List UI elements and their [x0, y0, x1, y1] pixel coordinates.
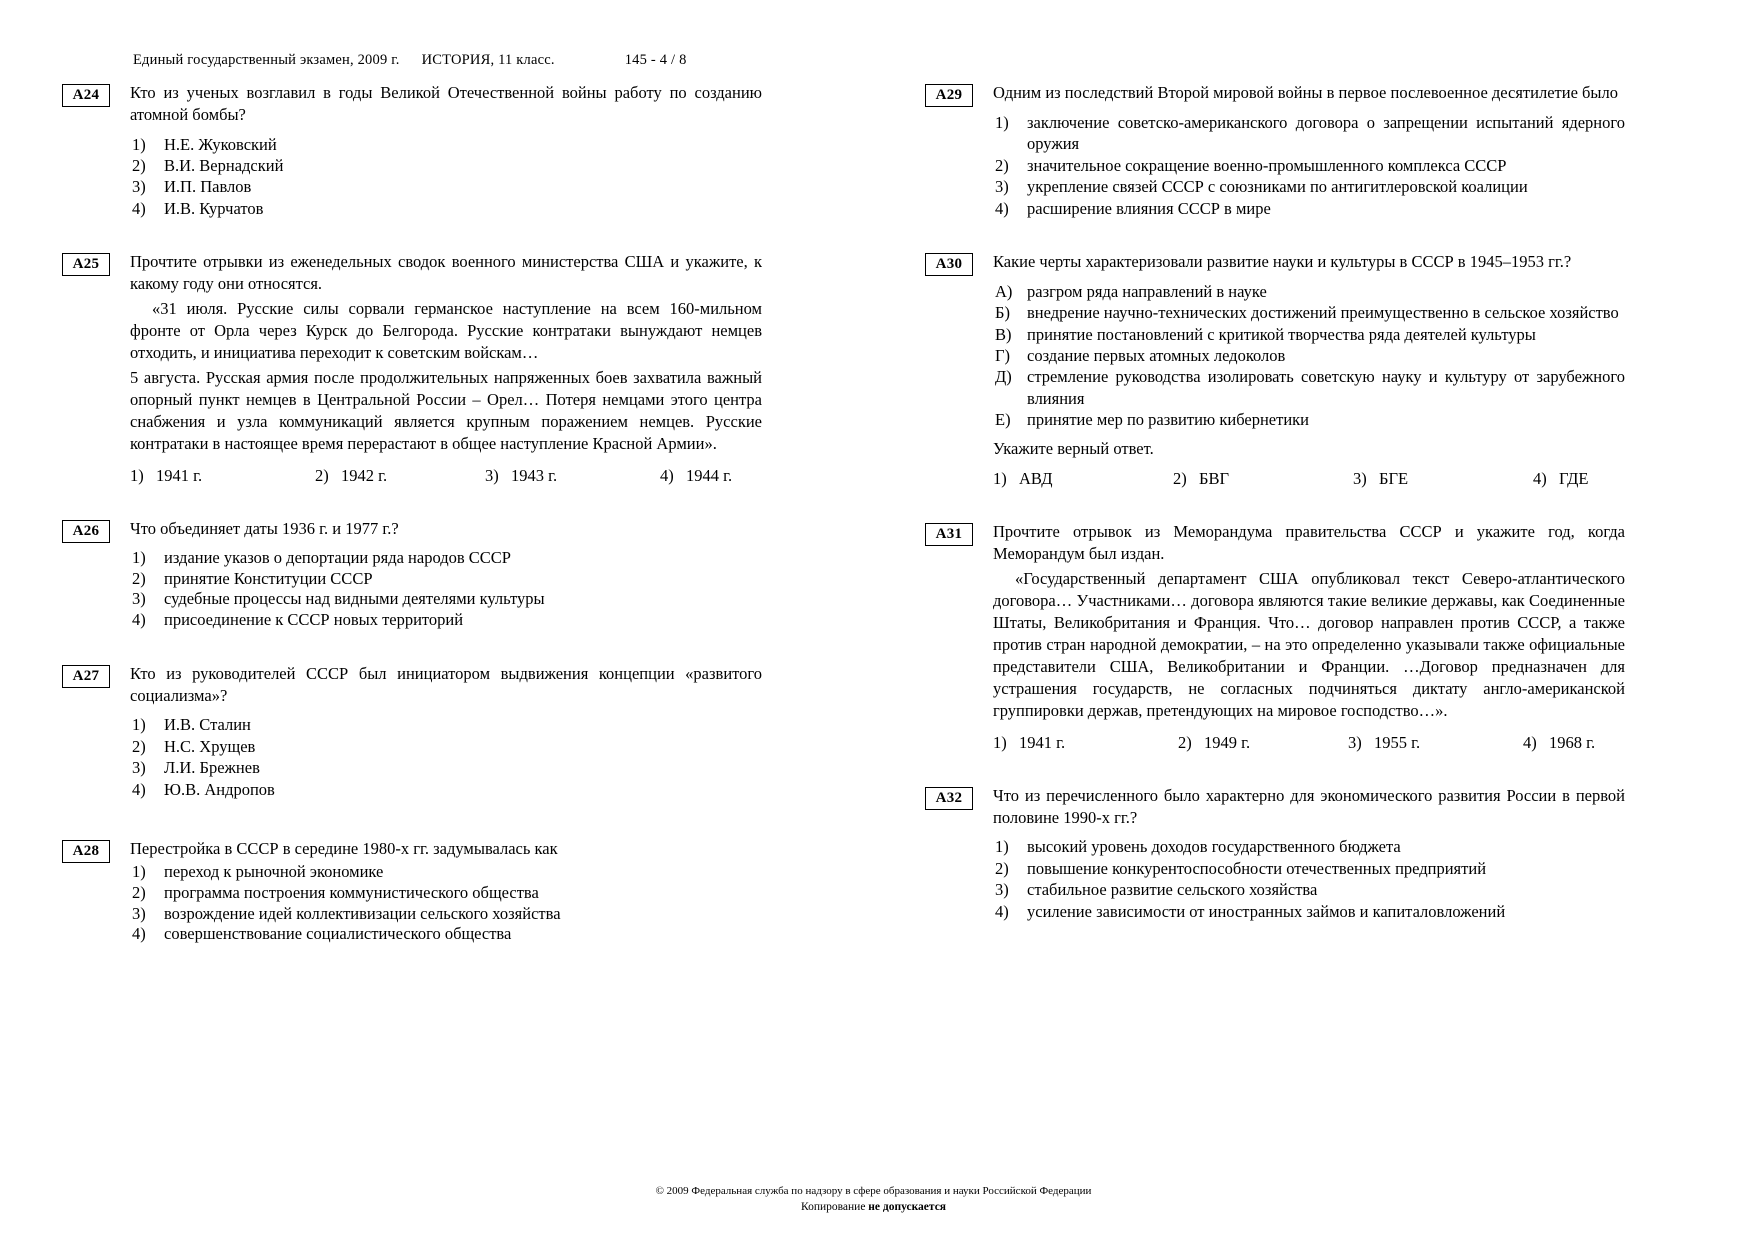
option-number: 3) — [132, 758, 146, 778]
statement-label: принятие постановлений с критикой творчества ряда деятелей культуры — [1027, 324, 1536, 344]
option-number: 1) — [993, 468, 1007, 488]
question-a30 — [925, 251, 1625, 489]
options-a27 — [130, 714, 762, 800]
footer-notice — [0, 1199, 1747, 1215]
option-item[interactable] — [130, 904, 762, 925]
option-label: 1968 г. — [1549, 732, 1596, 752]
option-number: 4) — [995, 901, 1009, 921]
options-a32 — [993, 836, 1625, 922]
statement-item — [993, 409, 1625, 430]
option-label: программа построения коммунистического общества — [164, 882, 539, 902]
option-item[interactable] — [315, 465, 485, 486]
option-item[interactable] — [993, 879, 1625, 900]
option-item[interactable] — [130, 610, 762, 631]
option-item[interactable] — [1533, 468, 1588, 489]
option-number: 4) — [1523, 732, 1537, 752]
question-text-a25: Прочтите отрывки из еженедельных сводок военного министерства США и укажите, к какому году они относятся. — [130, 252, 762, 294]
question-a31 — [925, 521, 1625, 753]
option-number: 2) — [1178, 732, 1192, 752]
question-text-a24: Кто из ученых возглавил в годы Великой Отечественной войны работу по созданию атомной бомбы? — [130, 83, 762, 124]
question-a29 — [925, 82, 1625, 219]
question-code-a32: A32 — [925, 787, 973, 810]
option-label: 1944 г. — [686, 465, 733, 485]
option-label: возрождение идей коллективизации сельского хозяйства — [164, 903, 561, 923]
option-item[interactable] — [993, 901, 1625, 922]
question-code-a31: A31 — [925, 523, 973, 546]
option-label: 1941 г. — [156, 465, 203, 485]
option-item[interactable] — [130, 883, 762, 904]
option-item[interactable] — [130, 569, 762, 590]
option-number: 3) — [132, 589, 146, 609]
option-label: 1955 г. — [1374, 732, 1421, 752]
option-label: значительное сокращение военно-промышленного комплекса СССР — [1027, 155, 1507, 175]
statement-item — [993, 345, 1625, 366]
option-item[interactable] — [993, 732, 1178, 753]
option-number: 1) — [132, 715, 146, 735]
header-page-ref: 145 - 4 / 8 — [624, 52, 687, 68]
option-item[interactable] — [1178, 732, 1348, 753]
option-item[interactable] — [993, 112, 1625, 155]
option-number: 4) — [1533, 468, 1547, 488]
option-item[interactable] — [130, 176, 762, 197]
option-number: 1) — [132, 134, 146, 154]
option-label: 1949 г. — [1204, 732, 1251, 752]
option-number: 1) — [130, 465, 144, 485]
question-a28 — [62, 838, 762, 945]
question-quote-a25-part1: «31 июля. Русские силы сорвали германское наступление на всем 160-мильном фронте от Орла через Курск до Белгорода. Русские контратаки вынуждают немцев отходить, и инициатива переходит к советским войскам… — [130, 298, 762, 363]
option-label: принятие Конституции СССР — [164, 568, 373, 588]
option-number: 2) — [132, 155, 146, 175]
options-a26 — [130, 548, 762, 631]
option-label: АВД — [1019, 468, 1053, 488]
option-item[interactable] — [130, 714, 762, 735]
option-label: усиление зависимости от иностранных займов и капиталовложений — [1027, 901, 1506, 921]
option-number: 3) — [132, 177, 146, 197]
option-number: 4) — [132, 198, 146, 218]
statement-label: разгром ряда направлений в науке — [1027, 281, 1267, 301]
left-column — [62, 82, 762, 971]
option-item[interactable] — [1348, 732, 1523, 753]
option-item[interactable] — [485, 465, 660, 486]
question-text-a30: Какие черты характеризовали развитие науки и культуры в СССР в 1945–1953 гг.? — [993, 251, 1572, 271]
statement-label: стремление руководства изолировать советскую науку и культуру от зарубежного влияния — [1027, 367, 1625, 408]
option-label: Л.И. Брежнев — [164, 758, 260, 778]
option-item[interactable] — [1523, 732, 1595, 753]
option-label: 1943 г. — [511, 465, 558, 485]
option-number: 2) — [1173, 468, 1187, 488]
question-a32 — [925, 785, 1625, 922]
option-number: 3) — [132, 903, 146, 923]
option-number: 1) — [995, 837, 1009, 857]
option-label: Н.Е. Жуковский — [164, 134, 277, 154]
option-label: совершенствование социалистического общества — [164, 924, 512, 944]
statement-letter: Г) — [995, 346, 1011, 366]
option-item[interactable] — [993, 468, 1173, 489]
option-item[interactable] — [130, 779, 762, 800]
option-item[interactable] — [993, 155, 1625, 176]
page-footer — [0, 1184, 1747, 1215]
option-number: 2) — [132, 568, 146, 588]
question-code-a30: A30 — [925, 253, 973, 276]
statement-label: внедрение научно-технических достижений преимущественно в сельское хозяйство — [1027, 303, 1619, 323]
option-label: 1942 г. — [341, 465, 388, 485]
option-item[interactable] — [993, 836, 1625, 857]
option-item[interactable] — [130, 862, 762, 883]
option-label: переход к рыночной экономике — [164, 861, 384, 881]
option-label: Ю.В. Андропов — [164, 779, 275, 799]
option-label: 1941 г. — [1019, 732, 1066, 752]
question-text-a26: Что объединяет даты 1936 г. и 1977 г.? — [130, 519, 399, 539]
question-a24 — [62, 82, 762, 219]
option-item[interactable] — [993, 176, 1625, 197]
question-code-a26: A26 — [62, 520, 110, 543]
option-number: 3) — [995, 177, 1009, 197]
options-a29 — [993, 112, 1625, 219]
answer-instruction-a30: Укажите верный ответ. — [993, 438, 1154, 458]
statement-letter: В) — [995, 324, 1012, 344]
option-label: И.П. Павлов — [164, 177, 252, 197]
option-number: 4) — [132, 779, 146, 799]
options-a30 — [993, 468, 1625, 489]
option-item[interactable] — [130, 736, 762, 757]
option-number: 3) — [995, 880, 1009, 900]
option-item[interactable] — [1173, 468, 1353, 489]
question-quote-a31: «Государственный департамент США опубликовал текст Северо-атлантического договора… Участниками… договора являются такие великие державы, как Соединенные Штаты, Великобритания и Франция. Что… договор направлен против СССР, а также против стран народной демократии, – на это определенно указывали также официальные представители США, Великобритании и Франции. …Договор предназначен для устрашения государств, не согласных подчиняться диктату англо-американской группировки держав, претендующих на мировое господство…». — [993, 568, 1625, 721]
statement-item — [993, 281, 1625, 302]
option-item[interactable] — [130, 198, 762, 219]
question-text-a27: Кто из руководителей СССР был инициатором выдвижения концепции «развитого социализма»? — [130, 663, 762, 705]
page-header — [133, 52, 687, 69]
option-item[interactable] — [130, 155, 762, 176]
option-item[interactable] — [130, 134, 762, 155]
option-number: 2) — [132, 736, 146, 756]
question-quote-a25-part2: 5 августа. Русская армия после продолжительных напряженных боев захватила важный опорный пункт немцев в Центральной России – Орел… Потеря немцами этого центра снабжения и узла коммуникаций является крупным поражением немцев. Русские контратаки в настоящее время перерастают в общее наступление Красной Армии». — [130, 368, 762, 454]
footer-copyright: © 2009 Федеральная служба по надзору в сфере образования и науки Российской Федерации — [655, 1184, 1092, 1197]
option-label: ГДЕ — [1559, 468, 1589, 488]
option-number: 3) — [1353, 468, 1367, 488]
option-item[interactable] — [130, 465, 315, 486]
option-label: заключение советско-американского договора о запрещении испытаний ядерного оружия — [1027, 112, 1625, 154]
statement-letter: А) — [995, 281, 1013, 301]
statements-a30 — [993, 281, 1625, 431]
question-a26 — [62, 518, 762, 631]
option-label: издание указов о депортации ряда народов СССР — [164, 547, 511, 567]
option-number: 4) — [132, 924, 146, 944]
footer-notice-prefix: Копирование — [800, 1200, 869, 1213]
option-number: 1) — [995, 112, 1009, 132]
question-code-a27: A27 — [62, 665, 110, 688]
option-label: БГЕ — [1379, 468, 1409, 488]
right-column — [925, 82, 1625, 948]
option-label: присоединение к СССР новых территорий — [164, 610, 464, 630]
option-number: 1) — [993, 732, 1007, 752]
option-item[interactable] — [130, 548, 762, 569]
header-exam-title: Единый государственный экзамен, 2009 г. — [133, 52, 400, 68]
question-code-a25: A25 — [62, 253, 110, 276]
statement-item — [993, 302, 1625, 323]
option-label: В.И. Вернадский — [164, 155, 284, 175]
statement-item — [993, 366, 1625, 409]
question-text-a28: Перестройка в СССР в середине 1980-х гг. задумывалась как — [130, 839, 558, 859]
options-a31 — [993, 732, 1625, 753]
statement-label: принятие мер по развитию кибернетики — [1027, 410, 1310, 430]
question-code-a24: A24 — [62, 84, 110, 107]
option-number: 1) — [132, 547, 146, 567]
option-number: 3) — [1348, 732, 1362, 752]
statement-label: создание первых атомных ледоколов — [1027, 346, 1286, 366]
statement-letter: Д) — [995, 367, 1012, 387]
option-label: высокий уровень доходов государственного бюджета — [1027, 837, 1401, 857]
option-label: БВГ — [1199, 468, 1230, 488]
option-number: 3) — [485, 465, 499, 485]
question-text-a31: Прочтите отрывок из Меморандума правительства СССР и укажите год, когда Меморандум был издан. — [993, 522, 1625, 563]
options-a25 — [130, 465, 762, 486]
question-code-a29: A29 — [925, 84, 973, 107]
question-code-a28: A28 — [62, 840, 110, 863]
option-label: судебные процессы над видными деятелями культуры — [164, 589, 545, 609]
question-text-a29: Одним из последствий Второй мировой войны в первое послевоенное десятилетие было — [993, 83, 1618, 102]
footer-notice-emphasis: не допускается — [868, 1200, 947, 1213]
option-number: 2) — [995, 155, 1009, 175]
option-label: И.В. Сталин — [164, 715, 251, 735]
option-number: 2) — [132, 882, 146, 902]
option-item[interactable] — [130, 924, 762, 945]
options-a28 — [130, 862, 762, 945]
option-item[interactable] — [993, 198, 1625, 219]
option-number: 1) — [132, 861, 146, 881]
option-label: Н.С. Хрущев — [164, 736, 256, 756]
statement-letter: Е) — [995, 410, 1011, 430]
option-item[interactable] — [130, 757, 762, 778]
option-number: 4) — [132, 610, 146, 630]
question-text-a32: Что из перечисленного было характерно для экономического развития России в первой половине 1990-х гг.? — [993, 785, 1625, 827]
option-item[interactable] — [1353, 468, 1533, 489]
option-label: повышение конкурентоспособности отечественных предприятий — [1027, 858, 1487, 878]
option-label: расширение влияния СССР в мире — [1027, 198, 1271, 218]
option-number: 2) — [995, 858, 1009, 878]
option-item[interactable] — [130, 589, 762, 610]
options-a24 — [130, 134, 762, 220]
option-number: 4) — [995, 198, 1009, 218]
option-item[interactable] — [993, 858, 1625, 879]
statement-letter: Б) — [995, 303, 1010, 323]
option-label: стабильное развитие сельского хозяйства — [1027, 880, 1318, 900]
option-label: И.В. Курчатов — [164, 198, 264, 218]
option-label: укрепление связей СССР с союзниками по антигитлеровской коалиции — [1027, 177, 1528, 197]
question-a25 — [62, 251, 762, 486]
option-item[interactable] — [660, 465, 732, 486]
option-number: 2) — [315, 465, 329, 485]
statement-item — [993, 324, 1625, 345]
question-a27 — [62, 663, 762, 800]
option-number: 4) — [660, 465, 674, 485]
header-subject: ИСТОРИЯ, 11 класс. — [421, 52, 555, 68]
